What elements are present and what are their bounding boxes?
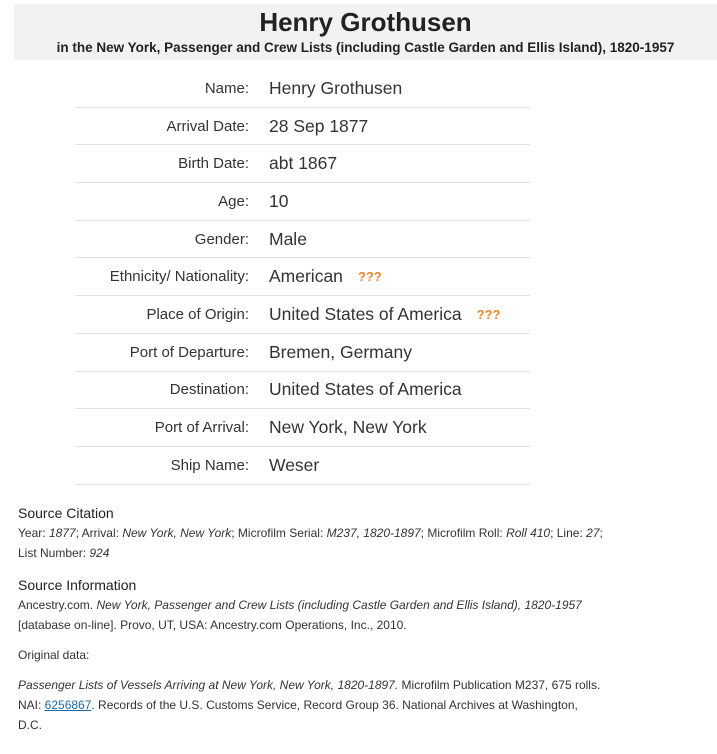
citation-serial: M237, 1820-1897	[326, 526, 421, 540]
record-value: 10	[269, 190, 289, 211]
citation-year-label: Year:	[18, 526, 46, 540]
citation-line-2	[18, 543, 638, 563]
database-line-1	[18, 595, 638, 615]
page-title: Henry Grothusen	[259, 7, 472, 37]
record-row	[75, 409, 530, 447]
original-data-label: Original data:	[18, 648, 90, 662]
record-value-wrap	[269, 266, 382, 287]
record-value-wrap	[269, 153, 337, 174]
record-value: Weser	[269, 454, 320, 475]
record-details-table	[75, 70, 530, 485]
record-row	[75, 108, 530, 146]
citation-year: 1877	[48, 526, 76, 540]
record-label: Port of Arrival:	[154, 419, 249, 437]
publisher: Ancestry.com.	[18, 598, 97, 612]
record-label: Birth Date:	[178, 155, 249, 173]
record-value: abt 1867	[269, 153, 338, 174]
citation-line-1	[18, 523, 638, 543]
original-rest: Microfilm Publication M237, 675 rolls.	[398, 678, 601, 692]
record-value-wrap	[269, 304, 500, 325]
collection-subtitle: in the New York, Passenger and Crew Lists (including Castle Garden and Ellis Island), 1820-1957	[56, 40, 675, 55]
nai-link[interactable]: 6256867	[44, 698, 92, 712]
record-label: Port of Departure:	[129, 343, 249, 361]
citation-roll-label: ; Microfilm Roll:	[420, 526, 503, 540]
record-value-wrap	[269, 191, 288, 212]
record-label: Age:	[218, 192, 249, 210]
record-value: Henry Grothusen	[269, 77, 403, 98]
citation-serial-label: ; Microfilm Serial:	[231, 526, 324, 540]
record-row	[75, 372, 530, 410]
source-citation-heading: Source Citation	[18, 505, 114, 521]
record-value: United States of America	[269, 303, 462, 324]
record-value-wrap	[269, 455, 319, 476]
citation-list-label: List Number:	[18, 546, 87, 560]
record-value: New York, New York	[269, 417, 427, 438]
unverified-help-link[interactable]: ???	[357, 269, 382, 285]
record-row	[75, 221, 530, 259]
record-value: 28 Sep 1877	[269, 115, 369, 136]
database-line-2: [database on-line]. Provo, UT, USA: Ancestry.com Operations, Inc., 2010.	[18, 618, 407, 632]
record-label: Place of Origin:	[146, 305, 249, 323]
citation-arrival: New York, New York	[122, 526, 232, 540]
source-information-section	[18, 575, 638, 735]
nai-line	[18, 695, 638, 715]
record-row	[75, 258, 530, 296]
record-value-wrap	[269, 379, 462, 400]
record-label: Name:	[204, 79, 249, 97]
source-citation-section	[18, 503, 638, 563]
record-value: United States of America	[269, 379, 462, 400]
citation-end: ;	[599, 526, 603, 540]
citation-roll: Roll 410	[506, 526, 551, 540]
record-value: Male	[269, 228, 307, 249]
record-value: American	[269, 266, 343, 287]
original-data-line	[18, 675, 638, 695]
citation-list-number: 924	[89, 546, 110, 560]
unverified-help-link[interactable]: ???	[476, 306, 501, 322]
database-title: New York, Passenger and Crew Lists (including Castle Garden and Ellis Island), 1820-1957	[96, 598, 582, 612]
nai-rest: . Records of the U.S. Customs Service, Record Group 36. National Archives at Washington,	[91, 698, 578, 712]
record-label: Arrival Date:	[166, 117, 249, 135]
record-value-wrap	[269, 417, 427, 438]
record-label: Ship Name:	[170, 456, 249, 474]
record-label: Gender:	[194, 230, 249, 248]
citation-arrival-label: ; Arrival:	[75, 526, 119, 540]
record-label: Ethnicity/ Nationality:	[109, 268, 249, 286]
record-value: Bremen, Germany	[269, 341, 412, 362]
record-header	[14, 4, 717, 60]
record-row	[75, 296, 530, 334]
record-label: Destination:	[169, 381, 249, 399]
record-row	[75, 447, 530, 485]
source-information-heading: Source Information	[18, 577, 137, 593]
record-row	[75, 334, 530, 372]
nai-end: D.C.	[18, 718, 42, 732]
record-row	[75, 145, 530, 183]
record-row	[75, 183, 530, 221]
citation-line-label: ; Line:	[550, 526, 583, 540]
original-title: Passenger Lists of Vessels Arriving at New York, New York, 1820-1897.	[18, 678, 399, 692]
nai-label: NAI:	[18, 698, 45, 712]
record-value-wrap	[269, 229, 307, 250]
record-value-wrap	[269, 78, 402, 99]
record-value-wrap	[269, 116, 368, 137]
citation-line: 27	[586, 526, 600, 540]
record-value-wrap	[269, 342, 412, 363]
record-row	[75, 70, 530, 108]
